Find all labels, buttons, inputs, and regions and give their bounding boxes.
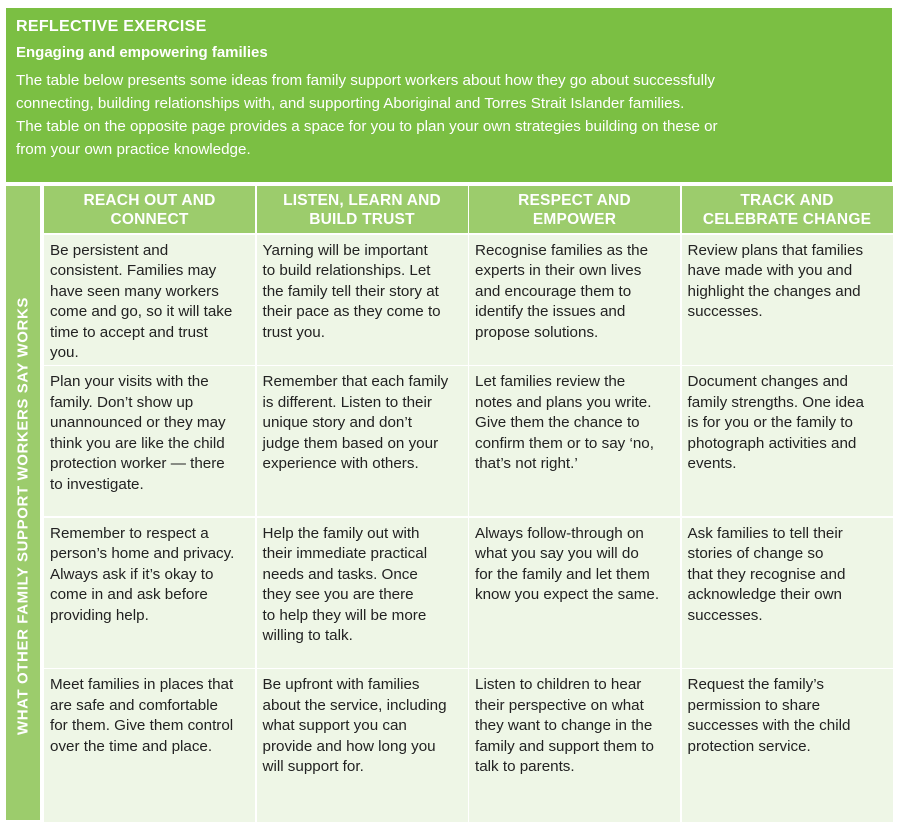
cell-text-line: think you are like the child	[50, 434, 225, 452]
cell-text-line: needs and tasks. Once	[262, 565, 418, 583]
column-header-respect-empower	[469, 186, 680, 233]
cell-text-line: providing help.	[50, 606, 149, 624]
cell-text-line: about the service, including	[262, 696, 447, 714]
cell-text-line: have seen many workers	[50, 282, 219, 300]
exercise-banner	[6, 8, 892, 182]
cell-text-line: what support you can	[262, 717, 407, 734]
cell-text-line: what you say you will do	[475, 545, 639, 562]
cell-text-line: Yarning will be important	[262, 241, 428, 259]
column-header-line: CONNECT	[110, 210, 189, 228]
cell-text-line: highlight the changes and	[687, 282, 861, 300]
cell-text-line: unannounced or they may	[50, 414, 226, 431]
cell-text-line: provide and how long you	[262, 737, 436, 755]
cell-text-line: Always follow-through on	[475, 524, 644, 542]
column-header-line: EMPOWER	[532, 210, 617, 228]
table-cell	[469, 366, 680, 516]
cell-text-line: willing to talk.	[262, 627, 353, 644]
cell-text-line: trust you.	[262, 323, 325, 341]
table-cell	[682, 518, 893, 668]
cell-text-line: is different. Listen to their	[262, 393, 432, 411]
cell-text-line: Recognise families as the	[475, 241, 649, 259]
cell-text-line: notes and plans you write.	[475, 393, 652, 411]
table-cell	[44, 366, 255, 516]
cell-text-line: propose solutions.	[475, 323, 599, 341]
cell-text-line: Meet families in places that	[50, 676, 234, 693]
table-cell	[682, 366, 893, 516]
table-cell	[44, 518, 255, 668]
cell-text-line: you.	[50, 344, 79, 361]
intro-line: The table below presents some ideas from family support workers about how they go about successfully	[16, 72, 715, 89]
cell-text-line: come in and ask before	[50, 586, 208, 603]
column-header-line: LISTEN, LEARN AND	[283, 191, 441, 209]
column-header-reach-out	[44, 186, 255, 233]
cell-text-line: unique story and don’t	[262, 414, 412, 431]
cell-text-line: to investigate.	[50, 475, 144, 493]
cell-text-line: family. Don’t show up	[50, 393, 194, 411]
cell-text-line: that’s not right.’	[475, 455, 578, 472]
cell-text-line: events.	[687, 455, 737, 472]
cell-text-line: successes.	[687, 606, 763, 624]
cell-text-line: to help they will be more	[262, 606, 427, 624]
cell-text-line: Request the family’s	[687, 676, 824, 693]
cell-text-line: Remember to respect a	[50, 524, 209, 542]
cell-text-line: will support for.	[262, 758, 364, 775]
cell-text-line: protection service.	[687, 737, 811, 755]
cell-text-line: photograph activities and	[687, 434, 857, 452]
cell-text-line: their perspective on what	[475, 696, 644, 714]
cell-text-line: for them. Give them control	[50, 717, 234, 734]
cell-text-line: that they recognise and	[687, 565, 846, 583]
column-header-line: TRACK AND	[740, 191, 834, 209]
cell-text-line: to build relationships. Let	[262, 262, 431, 279]
table-cell	[257, 669, 468, 822]
cell-text-line: Be upfront with families	[262, 676, 420, 693]
table-cell	[44, 669, 255, 822]
exercise-label: REFLECTIVE EXERCISE	[16, 18, 207, 35]
cell-text-line: Always ask if it’s okay to	[50, 565, 214, 583]
cell-text-line: their pace as they come to	[262, 303, 441, 320]
cell-text-line: person’s home and privacy.	[50, 545, 235, 562]
cell-text-line: Help the family out with	[262, 524, 420, 542]
cell-text-line: Give them the chance to	[475, 414, 640, 431]
cell-text-line: experts in their own lives	[475, 262, 642, 279]
table-cell	[257, 235, 468, 365]
intro-line: The table on the opposite page provides a space for you to plan your own strategies building on these or	[16, 118, 718, 135]
table-cell	[469, 669, 680, 822]
intro-line: from your own practice knowledge.	[16, 141, 251, 158]
table-cell	[44, 235, 255, 365]
exercise-subtitle: Engaging and empowering families	[16, 44, 268, 61]
side-label: WHAT OTHER FAMILY SUPPORT WORKERS SAY WORKS	[14, 296, 32, 736]
cell-text-line: family and support them to	[475, 737, 654, 755]
cell-text-line: the family tell their story at	[262, 282, 439, 300]
cell-text-line: know you expect the same.	[475, 586, 660, 603]
table-cell	[682, 669, 893, 822]
cell-text-line: successes.	[687, 303, 763, 320]
cell-text-line: successes with the child	[687, 717, 851, 734]
table-cell	[469, 518, 680, 668]
cell-text-line: permission to share	[687, 696, 821, 714]
column-header-line: CELEBRATE CHANGE	[702, 210, 872, 228]
side-label-band	[6, 186, 40, 820]
table-cell	[682, 235, 893, 365]
cell-text-line: protection worker — there	[50, 455, 225, 472]
cell-text-line: judge them based on your	[262, 434, 439, 452]
cell-text-line: family strengths. One idea	[687, 393, 864, 411]
cell-text-line: come and go, so it will take	[50, 303, 233, 320]
strategies-grid	[44, 186, 892, 820]
column-header-line: REACH OUT AND	[83, 191, 216, 209]
cell-text-line: Remember that each family	[262, 373, 449, 390]
intro-line: connecting, building relationships with, and supporting Aboriginal and Torres Strait Islander families.	[16, 95, 685, 112]
cell-text-line: their immediate practical	[262, 545, 428, 562]
cell-text-line: Plan your visits with the	[50, 373, 209, 390]
cell-text-line: consistent. Families may	[50, 262, 217, 279]
cell-text-line: stories of change so	[687, 545, 824, 562]
table-cell	[257, 518, 468, 668]
cell-text-line: identify the issues and	[475, 303, 626, 320]
cell-text-line: Listen to children to hear	[475, 676, 642, 693]
cell-text-line: confirm them or to say ‘no,	[475, 434, 654, 452]
column-header-track-celebrate	[682, 186, 893, 233]
cell-text-line: Let families review the	[475, 373, 626, 390]
column-header-listen-learn	[257, 186, 468, 233]
cell-text-line: is for you or the family to	[687, 414, 853, 431]
table-cell	[257, 366, 468, 516]
column-header-line: BUILD TRUST	[309, 210, 415, 228]
cell-text-line: for the family and let them	[475, 565, 650, 583]
cell-text-line: time to accept and trust	[50, 323, 208, 341]
strategies-table	[6, 186, 892, 820]
cell-text-line: Review plans that families	[687, 241, 864, 259]
cell-text-line: experience with others.	[262, 455, 419, 472]
cell-text-line: are safe and comfortable	[50, 696, 219, 714]
intro-paragraph	[16, 69, 882, 161]
cell-text-line: and encourage them to	[475, 282, 632, 300]
cell-text-line: Be persistent and	[50, 241, 169, 259]
cell-text-line: they see you are there	[262, 586, 414, 603]
column-header-line: RESPECT AND	[518, 191, 631, 209]
cell-text-line: acknowledge their own	[687, 586, 843, 603]
cell-text-line: Document changes and	[687, 373, 848, 390]
cell-text-line: Ask families to tell their	[687, 524, 843, 542]
cell-text-line: have made with you and	[687, 262, 853, 279]
cell-text-line: they want to change in the	[475, 717, 653, 734]
cell-text-line: talk to parents.	[475, 758, 575, 775]
table-cell	[469, 235, 680, 365]
cell-text-line: over the time and place.	[50, 737, 213, 755]
